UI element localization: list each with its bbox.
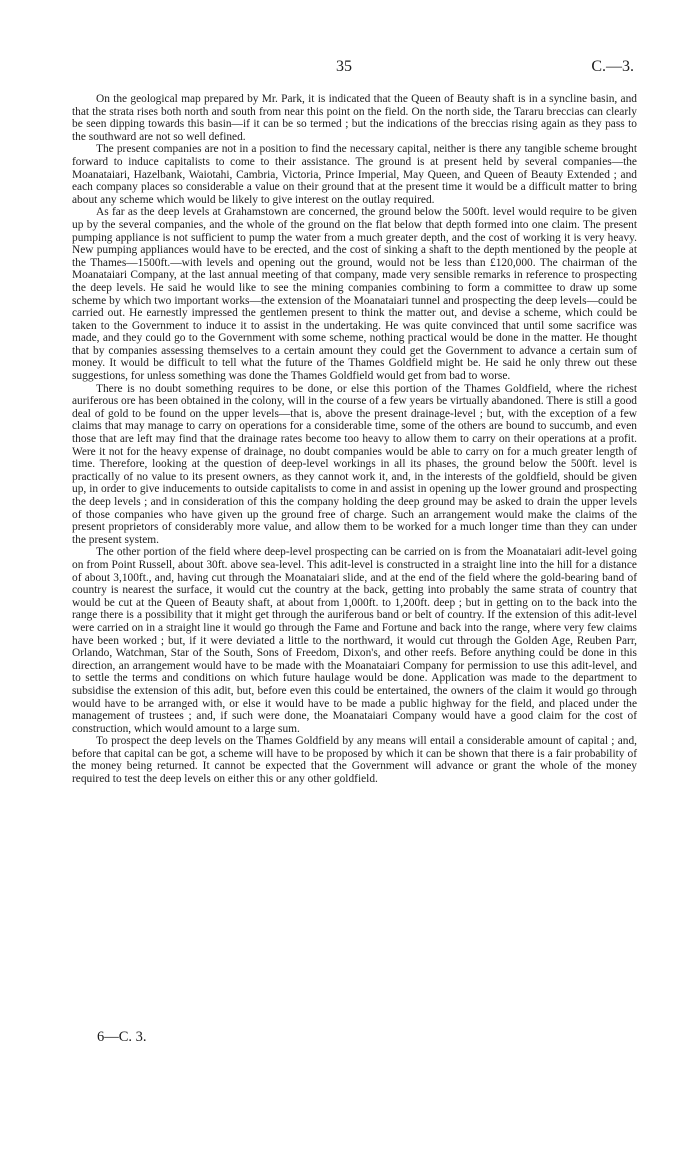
paragraph-present-companies: The present companies are not in a position to find the necessary capital, neither is there any tangible scheme brought forward to induce capitalists to come to their assistance. The ground is at present held by several companies—the Moanataiari, Hazelbank, Waiotahi, Cambria, Victoria, Prince Imperial, May Queen, and Queen of Beauty Extended ; and each company places so considerable a value on their ground that at the present time it would be a difficult matter to bring about any scheme which would be likely to give interest on the outlay required. xyxy=(72,143,637,206)
paragraph-thames-goldfield-future: There is no doubt something requires to be done, or else this portion of the Thames Goldfield, where the richest auriferous ore has been obtained in the colony, will in the course of a few years be virtually abandoned. There is still a good deal of gold to be found on the upper levels—that is, above the present drainage-level ; but, with the exception of a few claims that may manage to carry on operations for a considerable time, some of the others are bound to succumb, and even those that are left may find that the drainage rates become too heavy to allow them to carry on their operations at a profit. Were it not for the heavy expense of drainage, no doubt companies would be able to carry on for a much greater length of time. Therefore, looking at the question of deep-level workings in all its phases, the ground below the 500ft. level is practically of no value to its present owners, as they cannot work it, and, in the interests of the goldfield, should be given up, in order to give inducements to outside capitalists to come in and assist in opening up the lower ground and prospecting the deep levels ; and in consideration of this the company holding the deep ground may be asked to drain the upper levels of those companies who have given up the ground free of charge. Such an arrangement would make the claims of the present proprietors of considerably more value, and allow them to be worked for a much longer time than they can under the present system. xyxy=(72,382,637,546)
document-reference: C.—3. xyxy=(591,58,634,75)
page-header xyxy=(0,58,700,82)
paragraph-geological-map: On the geological map prepared by Mr. Park, it is indicated that the Queen of Beauty shaft is in a syncline basin, and that the strata rises both north and south from near this point on the field. On the north side, the Tararu breccias can clearly be seen dipping towards this basin—if it can be so termed ; but the indications of the breccias rising again as they pass to the southward are not so well defined. xyxy=(72,93,637,143)
signature-mark: 6—C. 3. xyxy=(97,1029,147,1045)
page-number: 35 xyxy=(336,58,352,75)
paragraph-moanataiari-adit-level: The other portion of the field where deep-level prospecting can be carried on is from the Moanataiari adit-level going on from Point Russell, about 30ft. above sea-level. This adit-level is constructed in a straight line into the hill for a distance of about 3,100ft., and, having cut through the Moanataiari slide, and at the end of the field where the gold-bearing band of country is nearest the surface, it would cut the country at the back, getting into probably the same strata of country that would be cut at the Queen of Beauty shaft, at about from 1,000ft. to 1,200ft. deep ; but in getting on to the back into the range there is a possibility that it might get through the auriferous band or belt of country. If the extension of this adit-level were carried on in a straight line it would go through the Fame and Fortune and back into the range, where very few claims have been worked ; but, if it were deviated a little to the northward, it would cut through the Golden Age, Reuben Parr, Orlando, Watchman, Star of the South, Sons of Freedom, Dixon's, and other reefs. Before anything could be done in this direction, an arrangement would have to be made with the Moanataiari Company for permission to use this adit-level, and to settle the terms and conditions on which future haulage would be done. Application was made to the department to subsidise the extension of this adit, but, before even this could be entertained, the owners of the claim it would go through would have to be arranged with, or else it would have to be made a public highway for the field, and placed under the management of trustees ; and, if such were done, the Moanataiari Company would have a good claim for the cost of construction, which would amount to a large sum. xyxy=(72,546,637,735)
body-text xyxy=(72,93,637,786)
paragraph-prospecting-capital: To prospect the deep levels on the Thames Goldfield by any means will entail a considerable amount of capital ; and, before that capital can be got, a scheme will have to be proposed by which it can be shown that there is a fair probability of the money being returned. It cannot be expected that the Government will advance or grant the whole of the money required to test the deep levels on either this or any other goldfield. xyxy=(72,735,637,786)
paragraph-grahamstown-deep-levels: As far as the deep levels at Grahamstown are concerned, the ground below the 500ft. level would require to be given up by the several companies, and the whole of the ground on the flat below that depth formed into one claim. The present pumping appliance is not sufficient to pump the water from a much greater depth, and the cost of working it is very heavy. New pumping appliances would have to be erected, and the cost of sinking a shaft to the depth mentioned by the people at the Thames—1500ft.—with levels and opening out the ground, would not be less than £120,000. The chairman of the Moanataiari Company, at the last annual meeting of that company, made very sensible remarks in reference to prospecting the deep levels. He said he would like to see the mining companies combining to form a committee to draw up some scheme by which two important works—the extension of the Moanataiari tunnel and prospecting the deep levels—could be carried out. He earnestly impressed the gentlemen present to think the matter out, and devise a scheme, which could be taken to the Government to induce it to assist in the undertaking. He was quite convinced that until some sacrifice was made, and they could go to the Government with some scheme, nothing practical would be done in the matter. He thought that by companies assessing themselves to a certain amount they could get the Government to advance a certain sum of money. It would be difficult to tell what the future of the Thames Goldfield might be. He said he only threw out these suggestions, for unless something was done the Thames Goldfield would get from bad to worse. xyxy=(72,206,637,383)
